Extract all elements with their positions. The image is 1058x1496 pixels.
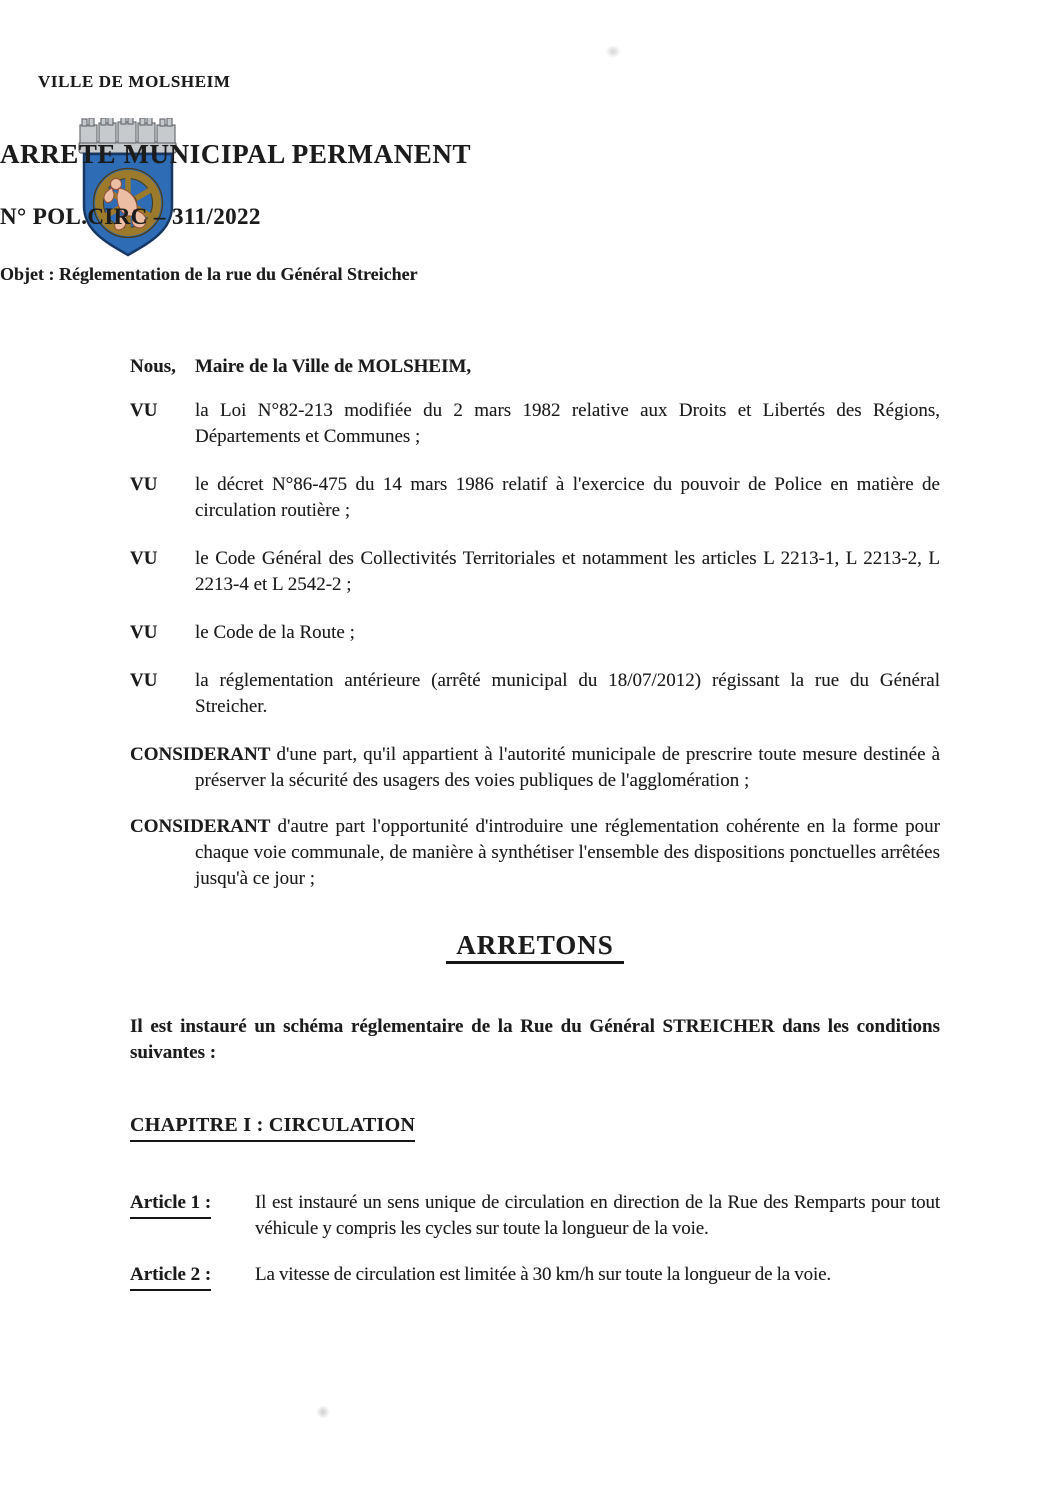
vu-label: VU (130, 622, 158, 643)
salutation (130, 354, 940, 380)
vu-text: la Loi N°82-213 modifiée du 2 mars 1982 relative aux Droits et Libertés des Régions, Départements et Communes ; (195, 400, 940, 447)
document-title: ARRETE MUNICIPAL PERMANENT (0, 139, 472, 169)
letterhead: VILLE DE MOLSHEIM (38, 72, 231, 91)
document-body (130, 354, 940, 1311)
vu-text: le décret N°86-475 du 14 mars 1986 relatif à l'exercice du pouvoir de Police en matière de circulation routière ; (195, 474, 940, 521)
scan-speck (604, 44, 622, 59)
vu-label: VU (130, 400, 158, 421)
salutation-text: Maire de la Ville de MOLSHEIM, (195, 356, 472, 377)
vu-label: VU (130, 548, 158, 569)
scan-speck (315, 1404, 331, 1420)
subject-line: Objet : Réglementation de la rue du Général Streicher (0, 264, 418, 284)
vu-text: le Code Général des Collectivités Territoriales et notamment les articles L 2213-1, L 2213-2, L 2213-4 et L 2542-2 ; (195, 548, 940, 595)
salutation-label: Nous, (130, 356, 176, 377)
considerant-text: d'autre part l'opportunité d'introduire une réglementation cohérente en la forme pour chaque voie communale, de manière à synthétiser l'ensemble des dispositions ponctuelles arrêtées jusqu'à ce jour ; (195, 816, 940, 889)
decree-number: N° POL.CIRC – 311/2022 (0, 204, 261, 229)
article-label: Article 2 : (130, 1262, 255, 1291)
vu-label: VU (130, 474, 158, 495)
considerant-text: d'une part, qu'il appartient à l'autorité municipale de prescrire toute mesure destinée à préserver la sécurité des usagers des voies publiques de l'agglomération ; (195, 744, 940, 791)
vu-item (130, 472, 940, 524)
considerant-item (130, 814, 940, 892)
article-item (130, 1262, 940, 1291)
article-label: Article 1 : (130, 1190, 255, 1242)
vu-label: VU (130, 670, 158, 691)
intro-paragraph: Il est instauré un schéma réglementaire de la Rue du Général STREICHER dans les conditions suivantes : (130, 1016, 940, 1063)
considerant-label: CONSIDERANT (130, 744, 271, 765)
chapter-heading: CHAPITRE I : CIRCULATION (130, 1112, 940, 1142)
vu-text: la réglementation antérieure (arrêté municipal du 18/07/2012) régissant la rue du Général Streicher. (195, 670, 940, 717)
considerant-label: CONSIDERANT (130, 816, 271, 837)
article-text: La vitesse de circulation est limitée à 30 km/h sur toute la longueur de la voie. (255, 1264, 831, 1285)
arretons-heading: ARRETONS (130, 932, 940, 964)
considerant-item (130, 742, 940, 794)
vu-item (130, 668, 940, 720)
vu-item (130, 398, 940, 450)
article-item (130, 1190, 940, 1242)
vu-item (130, 546, 940, 598)
vu-text: le Code de la Route ; (195, 622, 355, 643)
vu-item (130, 620, 940, 646)
article-text: Il est instauré un sens unique de circulation en direction de la Rue des Remparts pour tout véhicule y compris les cycles sur toute la longueur de la voie. (255, 1192, 940, 1239)
